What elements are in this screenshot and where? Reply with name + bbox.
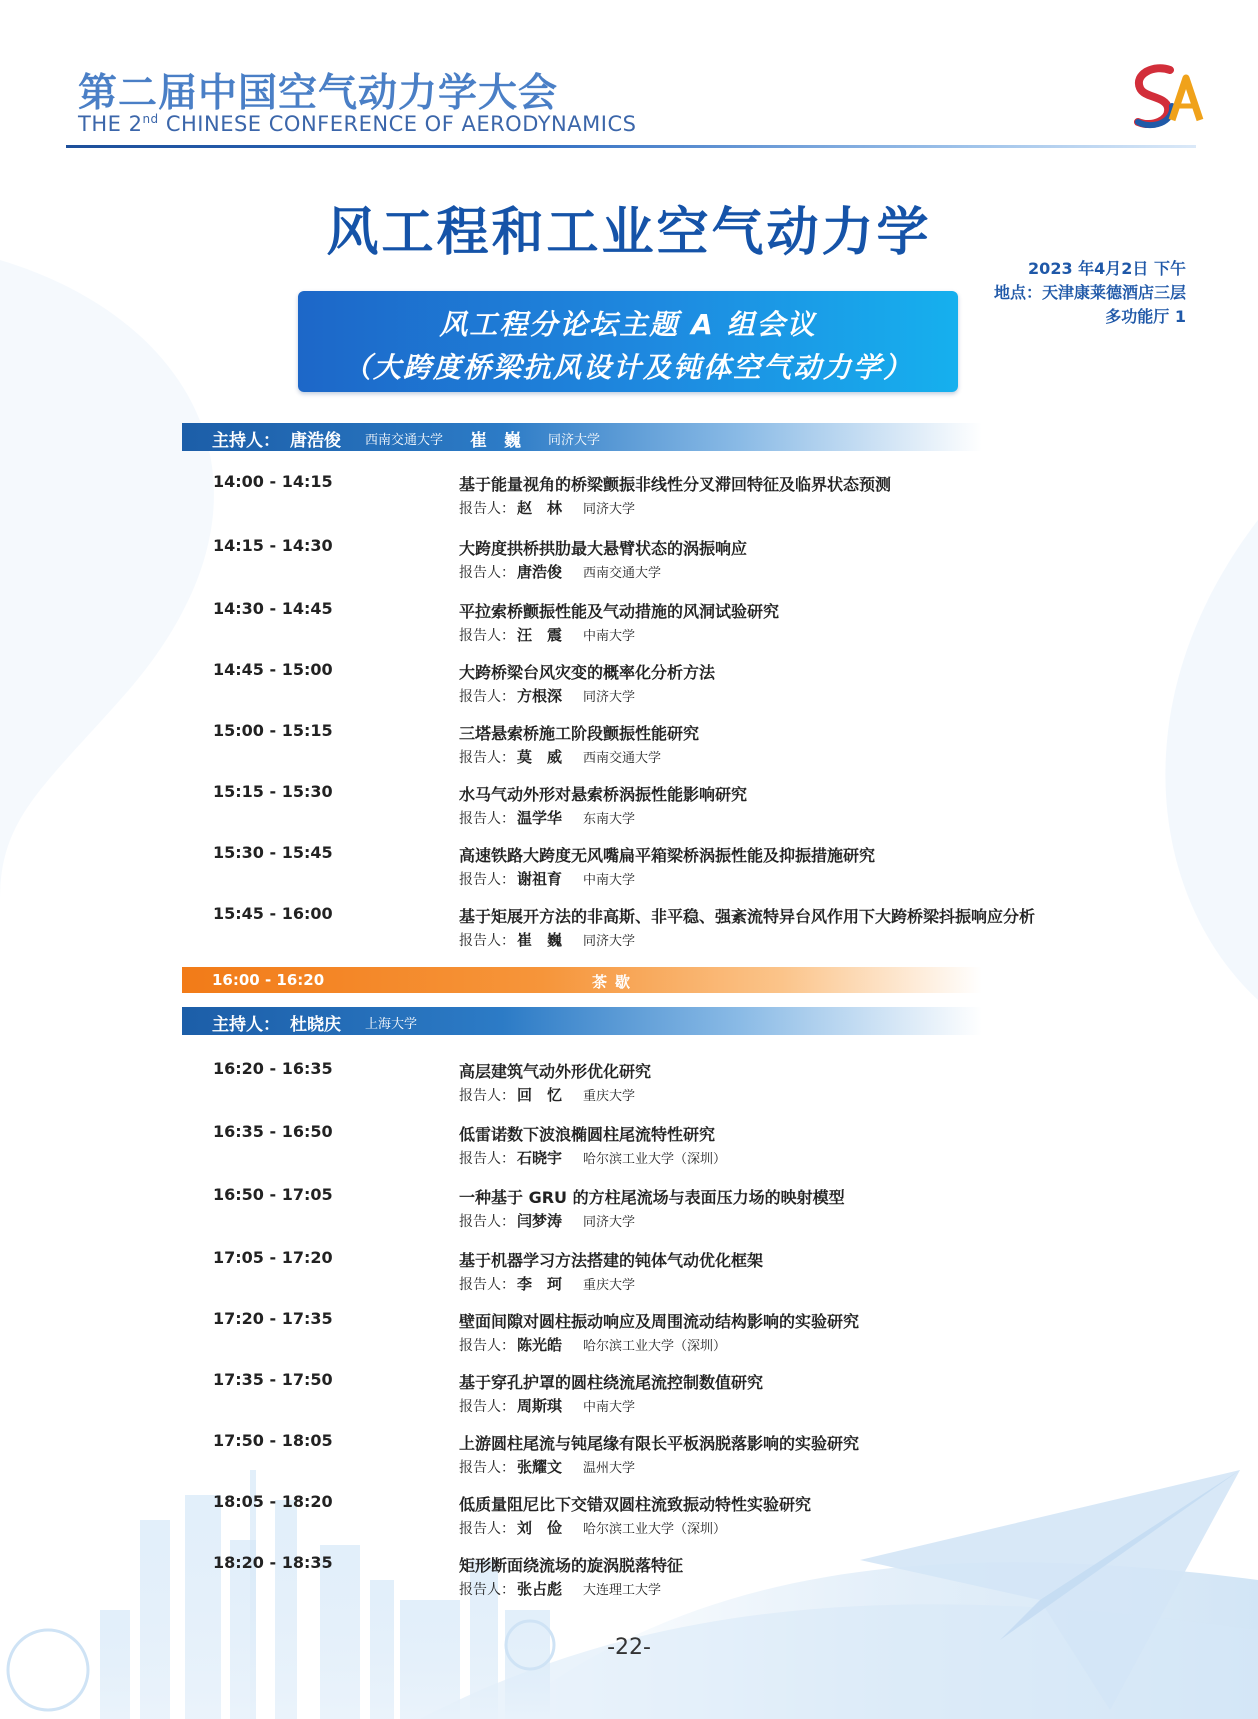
session-venue: 地点：天津康莱德酒店三层: [993, 283, 1186, 302]
talk-row: [0, 1492, 1258, 1542]
talk-title: 低质量阻尼比下交错双圆柱流致振动特性实验研究: [459, 1495, 812, 1514]
talk-row: [0, 1309, 1258, 1359]
talk-speaker: 报告人： 张耀文 温州大学: [459, 1458, 636, 1476]
host-affiliation: 西南交通大学: [365, 433, 444, 448]
talk-time: 15:45 - 16:00: [213, 904, 333, 923]
talk-title: 基于能量视角的桥梁颤振非线性分叉滞回特征及临界状态预测: [459, 475, 892, 494]
talk-row: [0, 599, 1258, 649]
talk-row: [0, 536, 1258, 586]
talk-row: [0, 1185, 1258, 1235]
talk-title: 上游圆柱尾流与钝尾缘有限长平板涡脱落影响的实验研究: [459, 1434, 860, 1453]
session-date: 2023 年4月2日 下午: [1028, 259, 1186, 278]
talk-row: [0, 1370, 1258, 1420]
talk-title: 平拉索桥颤振性能及气动措施的风洞试验研究: [459, 602, 780, 621]
talk-title: 三塔悬索桥施工阶段颤振性能研究: [459, 724, 700, 743]
talk-speaker: 报告人： 回 忆 重庆大学: [459, 1086, 636, 1104]
talk-speaker: 报告人： 方根深 同济大学: [459, 687, 636, 705]
host-name: 唐浩俊: [290, 431, 341, 451]
session2-host-bar: [182, 1007, 982, 1035]
break-label: 茶歇: [592, 973, 639, 991]
talk-time: 15:15 - 15:30: [213, 782, 333, 801]
talk-time: 18:05 - 18:20: [213, 1492, 333, 1511]
host-name: 崔 巍: [470, 431, 521, 451]
talk-speaker: 报告人： 刘 俭 哈尔滨工业大学（深圳）: [459, 1519, 727, 1537]
page-title: 风工程和工业空气动力学: [326, 203, 932, 263]
session1-host-bar: [182, 423, 982, 451]
talk-speaker: 报告人： 李 珂 重庆大学: [459, 1275, 636, 1293]
talk-time: 18:20 - 18:35: [213, 1553, 333, 1572]
talk-row: [0, 660, 1258, 710]
talk-speaker: 报告人： 赵 林 同济大学: [459, 499, 636, 517]
conference-title-en: THE 2nd CHINESE CONFERENCE OF AERODYNAMICS: [78, 112, 637, 136]
talk-title: 高层建筑气动外形优化研究: [459, 1062, 652, 1081]
talk-speaker: 报告人： 石晓宇 哈尔滨工业大学（深圳）: [459, 1149, 727, 1167]
talk-title: 一种基于 GRU 的方柱尾流场与表面压力场的映射模型: [459, 1188, 845, 1207]
host-label: 主持人：: [212, 1015, 280, 1035]
host-affiliation: 同济大学: [548, 433, 601, 448]
talk-time: 16:20 - 16:35: [213, 1059, 333, 1078]
talk-speaker: 报告人： 莫 威 西南交通大学: [459, 748, 662, 766]
talk-time: 14:45 - 15:00: [213, 660, 333, 679]
talk-speaker: 报告人： 谢祖育 中南大学: [459, 870, 636, 888]
talk-speaker: 报告人： 张占彪 大连理工大学: [459, 1580, 662, 1598]
talk-row: [0, 904, 1258, 954]
talk-row: [0, 721, 1258, 771]
host-name: 杜晓庆: [290, 1015, 341, 1035]
talk-title: 壁面间隙对圆柱振动响应及周围流动结构影响的实验研究: [459, 1312, 860, 1331]
talk-title: 水马气动外形对悬索桥涡振性能影响研究: [459, 785, 748, 804]
break-time: 16:00 - 16:20: [212, 971, 325, 989]
talk-time: 15:30 - 15:45: [213, 843, 333, 862]
talk-row: [0, 843, 1258, 893]
page-number: -22-: [607, 1635, 651, 1660]
talk-time: 17:50 - 18:05: [213, 1431, 333, 1450]
talk-row: [0, 1059, 1258, 1109]
talk-row: [0, 1248, 1258, 1298]
talk-row: [0, 1553, 1258, 1603]
talk-speaker: 报告人： 周斯琪 中南大学: [459, 1397, 636, 1415]
talk-row: [0, 782, 1258, 832]
talk-row: [0, 1431, 1258, 1481]
talk-time: 16:50 - 17:05: [213, 1185, 333, 1204]
host-label: 主持人：: [212, 431, 280, 451]
talk-time: 14:00 - 14:15: [213, 472, 333, 491]
talk-title: 矩形断面绕流场的旋涡脱落特征: [459, 1556, 684, 1575]
conference-title-cn: 第二届中国空气动力学大会: [78, 71, 559, 116]
talk-time: 17:20 - 17:35: [213, 1309, 333, 1328]
talk-time: 15:00 - 15:15: [213, 721, 333, 740]
talk-title: 基于穿孔护罩的圆柱绕流尾流控制数值研究: [459, 1373, 764, 1392]
talk-speaker: 报告人： 汪 震 中南大学: [459, 626, 636, 644]
talk-time: 17:35 - 17:50: [213, 1370, 333, 1389]
talk-title: 大跨桥梁台风灾变的概率化分析方法: [459, 663, 716, 682]
talk-time: 14:15 - 14:30: [213, 536, 333, 555]
talk-title: 低雷诺数下波浪椭圆柱尾流特性研究: [459, 1125, 716, 1144]
talk-speaker: 报告人： 崔 巍 同济大学: [459, 931, 636, 949]
talk-speaker: 报告人： 温学华 东南大学: [459, 809, 636, 827]
talk-title: 高速铁路大跨度无风嘴扁平箱梁桥涡振性能及抑振措施研究: [459, 846, 876, 865]
talk-title: 大跨度拱桥拱肋最大悬臂状态的涡振响应: [459, 539, 748, 558]
session-meta: [994, 257, 1186, 329]
header-divider: [66, 145, 1196, 148]
talk-row: [0, 472, 1258, 522]
talk-speaker: 报告人： 陈光皓 哈尔滨工业大学（深圳）: [459, 1336, 727, 1354]
talk-title: 基于矩展开方法的非高斯、非平稳、强紊流特异台风作用下大跨桥梁抖振响应分析: [459, 907, 1036, 926]
banner-line-2: （大跨度桥梁抗风设计及钝体空气动力学）: [342, 351, 913, 384]
talk-time: 14:30 - 14:45: [213, 599, 333, 618]
host-affiliation: 上海大学: [365, 1017, 418, 1032]
tea-break-bar: [182, 967, 982, 993]
session-room: 多功能厅 1: [1105, 307, 1186, 326]
talk-time: 17:05 - 17:20: [213, 1248, 333, 1267]
talk-speaker: 报告人： 闫梦涛 同济大学: [459, 1212, 636, 1230]
session-banner: [298, 291, 958, 392]
talk-speaker: 报告人： 唐浩俊 西南交通大学: [459, 563, 662, 581]
talk-row: [0, 1122, 1258, 1172]
talk-time: 16:35 - 16:50: [213, 1122, 333, 1141]
conference-logo-icon: [1126, 60, 1206, 136]
banner-line-1: 风工程分论坛主题 A 组会议: [439, 308, 817, 341]
talk-title: 基于机器学习方法搭建的钝体气动优化框架: [459, 1251, 764, 1270]
